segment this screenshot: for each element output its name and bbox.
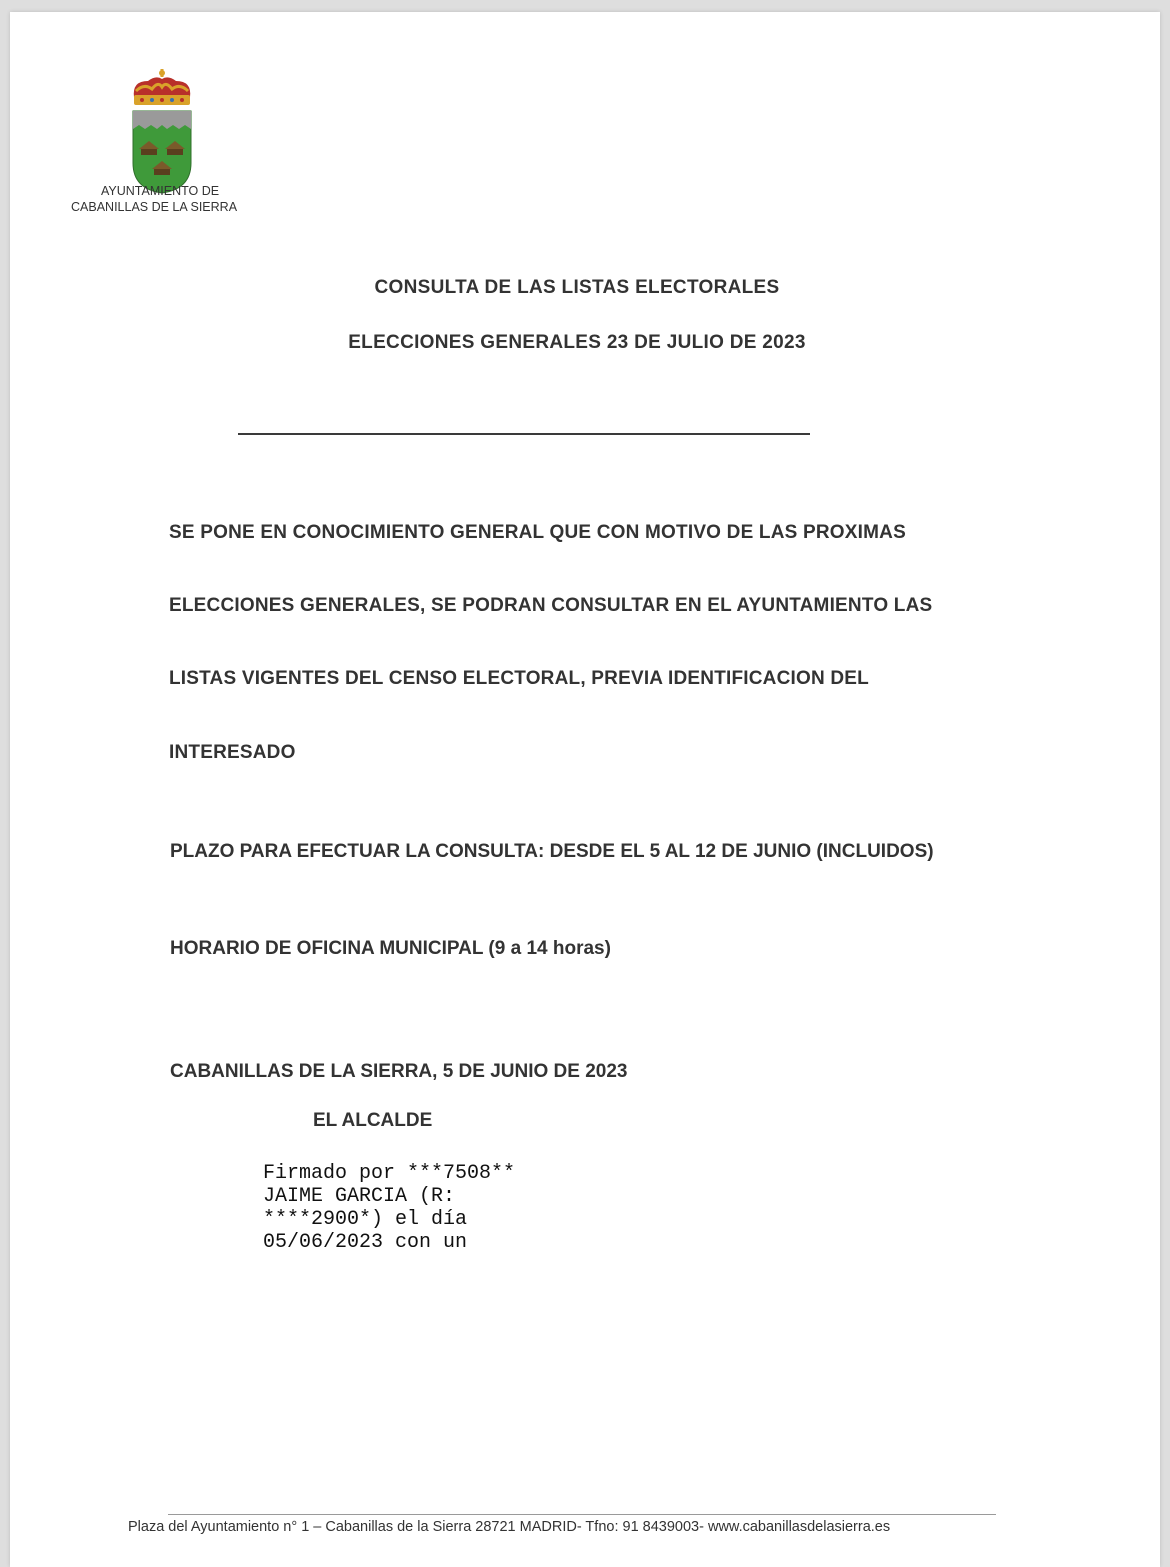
footer-address: Plaza del Ayuntamiento n° 1 – Cabanillas de la Sierra 28721 MADRID- Tfno: 91 8439003- www.cabanillasdelasierra.es <box>128 1519 891 1535</box>
digital-signature-line: Firmado por ***7508** <box>263 1162 516 1185</box>
notice-line: LISTAS VIGENTES DEL CENSO ELECTORAL, PREVIA IDENTIFICACION DEL <box>169 668 869 689</box>
notice-line: ELECCIONES GENERALES, SE PODRAN CONSULTAR EN EL AYUNTAMIENTO LAS <box>169 595 933 616</box>
digital-signature-line: ****2900*) el día <box>263 1208 468 1231</box>
notice-line: INTERESADO <box>169 742 296 763</box>
signatory-title: EL ALCALDE <box>313 1110 433 1131</box>
org-name-line2: CABANILLAS DE LA SIERRA <box>71 200 238 214</box>
consultation-period: PLAZO PARA EFECTUAR LA CONSULTA: DESDE EL 5 AL 12 DE JUNIO (INCLUIDOS) <box>170 841 934 862</box>
notice-line: SE PONE EN CONOCIMIENTO GENERAL QUE CON MOTIVO DE LAS PROXIMAS <box>169 522 906 543</box>
document-page <box>10 12 1160 1567</box>
footer-divider <box>168 1514 996 1515</box>
place-and-date: CABANILLAS DE LA SIERRA, 5 DE JUNIO DE 2023 <box>170 1061 628 1082</box>
digital-signature-line: 05/06/2023 con un <box>263 1231 468 1254</box>
document-title: CONSULTA DE LAS LISTAS ELECTORALES <box>374 277 780 298</box>
document-subtitle: ELECCIONES GENERALES 23 DE JULIO DE 2023 <box>348 332 806 353</box>
title-divider <box>238 433 810 435</box>
org-name-line1: AYUNTAMIENTO DE <box>101 184 220 198</box>
digital-signature-line: JAIME GARCIA (R: <box>263 1185 456 1208</box>
office-hours: HORARIO DE OFICINA MUNICIPAL (9 a 14 horas) <box>170 938 611 959</box>
coat-of-arms-icon <box>122 67 202 197</box>
